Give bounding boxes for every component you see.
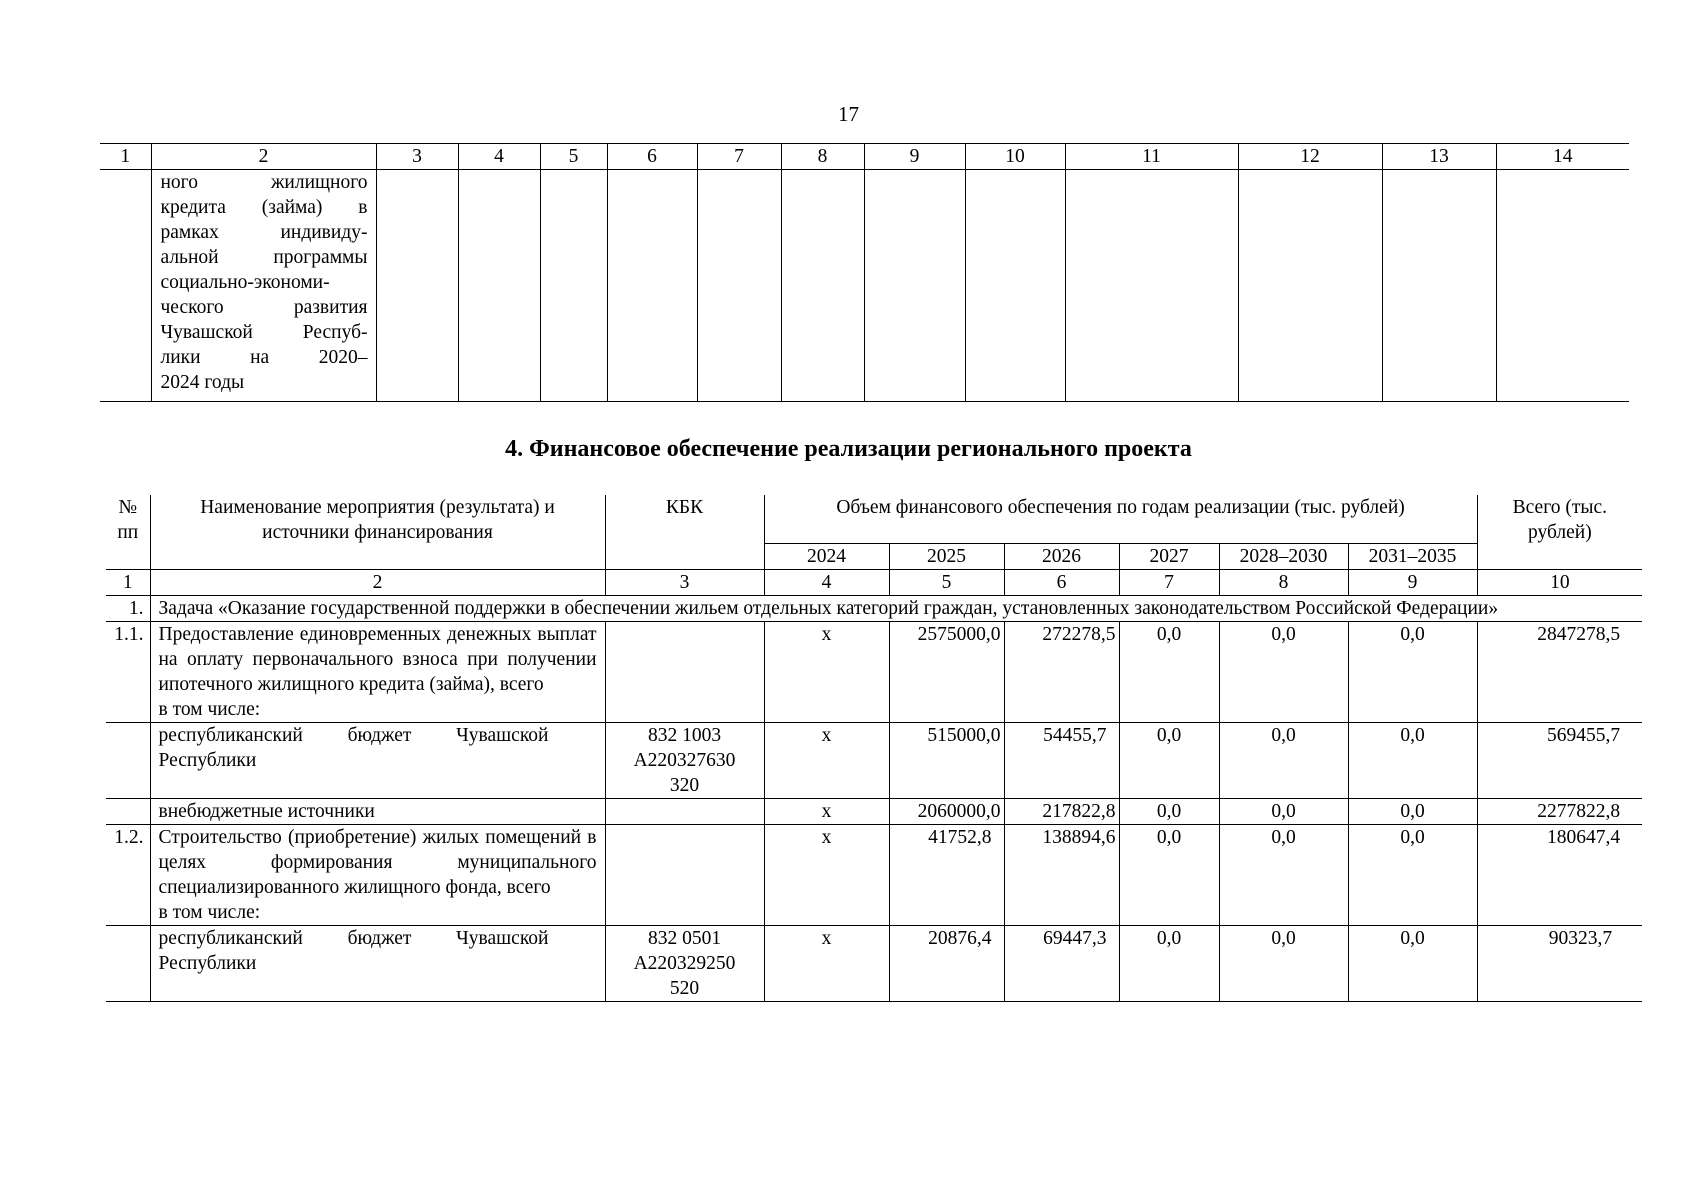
col-number: 6 <box>1004 570 1119 596</box>
row-name-text: республиканский бюджет Чувашской Республики <box>158 928 549 974</box>
column-number-row <box>106 570 1642 596</box>
row-no: 1.2. <box>106 825 150 926</box>
cell-total: 180647,4 <box>1477 825 1642 926</box>
col-number: 2 <box>150 570 605 596</box>
text-line: ного жилищного <box>160 172 368 193</box>
col-number: 13 <box>1382 144 1496 170</box>
year-header: 2026 <box>1004 544 1119 570</box>
cell-total: 90323,7 <box>1477 926 1642 1002</box>
cell-value: 138894,6 <box>1004 825 1119 926</box>
cell-value: 2575000,0 <box>889 622 1004 723</box>
header-no: № пп <box>106 495 150 570</box>
table-row <box>106 825 1642 926</box>
col-number: 7 <box>1119 570 1219 596</box>
header-kbk: КБК <box>605 495 764 570</box>
col-number: 5 <box>889 570 1004 596</box>
cell-value: 0,0 <box>1219 723 1348 799</box>
row-kbk <box>605 799 764 825</box>
col-number: 12 <box>1238 144 1382 170</box>
row-name: внебюджетные источники <box>150 799 605 825</box>
continuation-text <box>151 170 376 402</box>
cell-value: 0,0 <box>1119 926 1219 1002</box>
column-number-row <box>100 144 1629 170</box>
col-number: 8 <box>1219 570 1348 596</box>
cell-value: 0,0 <box>1119 622 1219 723</box>
cell-value: 217822,8 <box>1004 799 1119 825</box>
col-number: 1 <box>106 570 150 596</box>
row-name <box>150 622 605 723</box>
col-number: 2 <box>151 144 376 170</box>
cell-total: 2277822,8 <box>1477 799 1642 825</box>
col-number: 11 <box>1065 144 1238 170</box>
col-number: 1 <box>100 144 151 170</box>
cell-value: х <box>764 825 889 926</box>
cell-total: 569455,7 <box>1477 723 1642 799</box>
continuation-table <box>100 143 1629 402</box>
row-sub-text: в том числе: <box>158 699 261 720</box>
financial-table <box>106 495 1642 1002</box>
row-name-text: Предоставление единовременных денежных выплат на оплату первоначального взноса при получении ипотечного жилищного кредита (займа), всего <box>158 624 597 695</box>
table-row <box>106 926 1642 1002</box>
col-number: 4 <box>764 570 889 596</box>
header-total: Всего (тыс. рублей) <box>1477 495 1642 570</box>
col-number: 10 <box>1477 570 1642 596</box>
cell-value: 0,0 <box>1219 622 1348 723</box>
task-text: Задача «Оказание государственной поддержки в обеспечении жильем отдельных категорий граждан, установленных законодательством Российской Федерации» <box>150 596 1642 622</box>
table-row <box>106 723 1642 799</box>
col-number: 8 <box>781 144 864 170</box>
page-number: 17 <box>838 102 859 126</box>
year-header: 2031–2035 <box>1348 544 1477 570</box>
row-kbk <box>605 825 764 926</box>
cell-value: х <box>764 926 889 1002</box>
header-row <box>106 495 1642 544</box>
row-no: 1.1. <box>106 622 150 723</box>
continuation-row <box>100 170 1629 402</box>
text-line: лики на 2020– <box>160 347 368 368</box>
table-row <box>106 799 1642 825</box>
cell-value: 0,0 <box>1219 825 1348 926</box>
table-row <box>106 622 1642 723</box>
row-name-text: Строительство (приобретение) жилых помещений в целях формирования муниципального специализированного жилищного фонда, всего <box>158 827 597 898</box>
cell-value: 20876,4 <box>889 926 1004 1002</box>
row-sub-text: в том числе: <box>158 902 261 923</box>
cell-value: 2060000,0 <box>889 799 1004 825</box>
row-name-text: республиканский бюджет Чувашской Республики <box>158 725 549 771</box>
cell-value: х <box>764 799 889 825</box>
cell-value: х <box>764 723 889 799</box>
col-number: 3 <box>605 570 764 596</box>
header-name: Наименование мероприятия (результата) и источники финансирования <box>150 495 605 570</box>
cell-value: 0,0 <box>1119 723 1219 799</box>
text-line: ческого развития <box>160 297 368 318</box>
cell-value: 0,0 <box>1348 825 1477 926</box>
task-no: 1. <box>106 596 150 622</box>
cell-value: 54455,7 <box>1004 723 1119 799</box>
row-no <box>106 723 150 799</box>
cell-value: 0,0 <box>1119 825 1219 926</box>
text-line: социально-экономи- <box>160 272 330 293</box>
col-number: 3 <box>376 144 458 170</box>
text-line: кредита (займа) в <box>160 197 368 218</box>
row-kbk <box>605 926 764 1002</box>
col-number: 9 <box>864 144 965 170</box>
text-line: рамках индивиду- <box>160 222 368 243</box>
cell-value: 0,0 <box>1348 799 1477 825</box>
row-name <box>150 825 605 926</box>
col-number: 7 <box>697 144 781 170</box>
text-line: альной программы <box>160 247 368 268</box>
year-header: 2027 <box>1119 544 1219 570</box>
cell-total: 2847278,5 <box>1477 622 1642 723</box>
row-name <box>150 926 605 1002</box>
section-title: 4. Финансовое обеспечение реализации регионального проекта <box>505 436 1192 462</box>
year-header: 2025 <box>889 544 1004 570</box>
col-number: 9 <box>1348 570 1477 596</box>
cell-value: 0,0 <box>1348 622 1477 723</box>
cell-value: 0,0 <box>1219 926 1348 1002</box>
row-name <box>150 723 605 799</box>
cell-value: 515000,0 <box>889 723 1004 799</box>
year-header: 2024 <box>764 544 889 570</box>
kbk-text: 832 0501 А220329250 520 <box>633 928 736 999</box>
col-number: 10 <box>965 144 1065 170</box>
cell-value: 0,0 <box>1119 799 1219 825</box>
cell-value: 0,0 <box>1219 799 1348 825</box>
text-line: Чувашской Респуб- <box>160 322 368 343</box>
col-number: 4 <box>458 144 540 170</box>
year-header: 2028–2030 <box>1219 544 1348 570</box>
cell-value: 69447,3 <box>1004 926 1119 1002</box>
col-number: 6 <box>607 144 697 170</box>
cell-value: 0,0 <box>1348 926 1477 1002</box>
row-kbk <box>605 723 764 799</box>
col-number: 14 <box>1496 144 1629 170</box>
header-volume: Объем финансового обеспечения по годам реализации (тыс. рублей) <box>764 495 1477 544</box>
cell-value: 0,0 <box>1348 723 1477 799</box>
row-kbk <box>605 622 764 723</box>
task-row <box>106 596 1642 622</box>
kbk-text: 832 1003 А220327630 320 <box>633 725 736 796</box>
cell-value: х <box>764 622 889 723</box>
cell-value: 272278,5 <box>1004 622 1119 723</box>
cell-value: 41752,8 <box>889 825 1004 926</box>
text-line: 2024 годы <box>160 372 245 393</box>
col-number: 5 <box>540 144 607 170</box>
row-no <box>106 926 150 1002</box>
row-no <box>106 799 150 825</box>
